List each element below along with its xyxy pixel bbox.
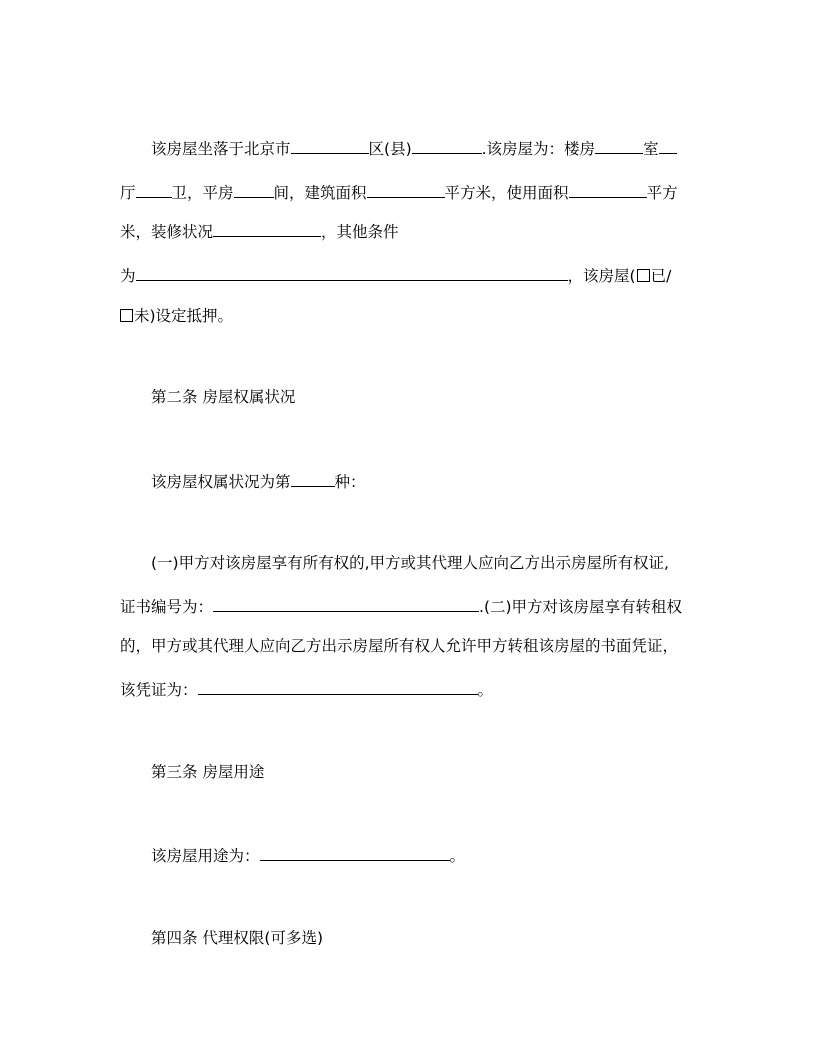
- property-location-line: 该房屋坐落于北京市 区(县) .该房屋为：楼房 室: [151, 138, 677, 159]
- article-3-heading: 第三条 房屋用途: [151, 763, 265, 781]
- mortgage-line: 未)设定抵押。: [120, 306, 233, 326]
- property-use-line: 该房屋用途为： 。: [151, 847, 466, 865]
- usable-area-blank[interactable]: [569, 182, 647, 198]
- ownership-paragraph-line-3: 的，甲方或其代理人应向乙方出示房屋所有权人允许甲方转租该房屋的书面凭证，: [120, 637, 679, 655]
- voucher-blank[interactable]: [198, 679, 478, 695]
- other-conditions-blank[interactable]: [136, 265, 568, 281]
- district-blank[interactable]: [291, 138, 369, 154]
- certificate-number-blank[interactable]: [213, 596, 479, 612]
- building-area-blank[interactable]: [367, 182, 445, 198]
- ownership-status-line: 该房屋权属状况为第 种：: [151, 473, 366, 491]
- article-4-heading: 第四条 代理权限(可多选): [151, 929, 324, 947]
- mortgaged-checkbox[interactable]: [637, 269, 650, 282]
- decoration-blank[interactable]: [213, 221, 321, 237]
- certificate-number-line: 证书编号为： .(二)甲方对该房屋享有转租权: [120, 598, 683, 616]
- not-mortgaged-checkbox[interactable]: [120, 309, 133, 322]
- bungalow-blank[interactable]: [234, 182, 274, 198]
- article-2-heading: 第二条 房屋权属状况: [151, 388, 296, 406]
- voucher-line: 该凭证为： 。: [120, 681, 494, 699]
- ownership-paragraph-line-1: (一)甲方对该房屋享有所有权的,甲方或其代理人应向乙方出示房屋所有权证,: [151, 554, 669, 572]
- hall-blank[interactable]: [659, 138, 677, 154]
- decoration-line: 米，装修状况 ，其他条件: [120, 223, 399, 241]
- bathroom-blank[interactable]: [136, 182, 172, 198]
- property-area-line: 厅 卫，平房 间，建筑面积 平方米，使用面积 平方: [120, 184, 678, 202]
- rooms-blank[interactable]: [595, 138, 643, 154]
- ownership-type-blank[interactable]: [291, 471, 335, 487]
- county-blank[interactable]: [412, 138, 482, 154]
- other-conditions-line: 为 ，该房屋( 已/: [120, 267, 672, 285]
- property-use-blank[interactable]: [260, 845, 450, 861]
